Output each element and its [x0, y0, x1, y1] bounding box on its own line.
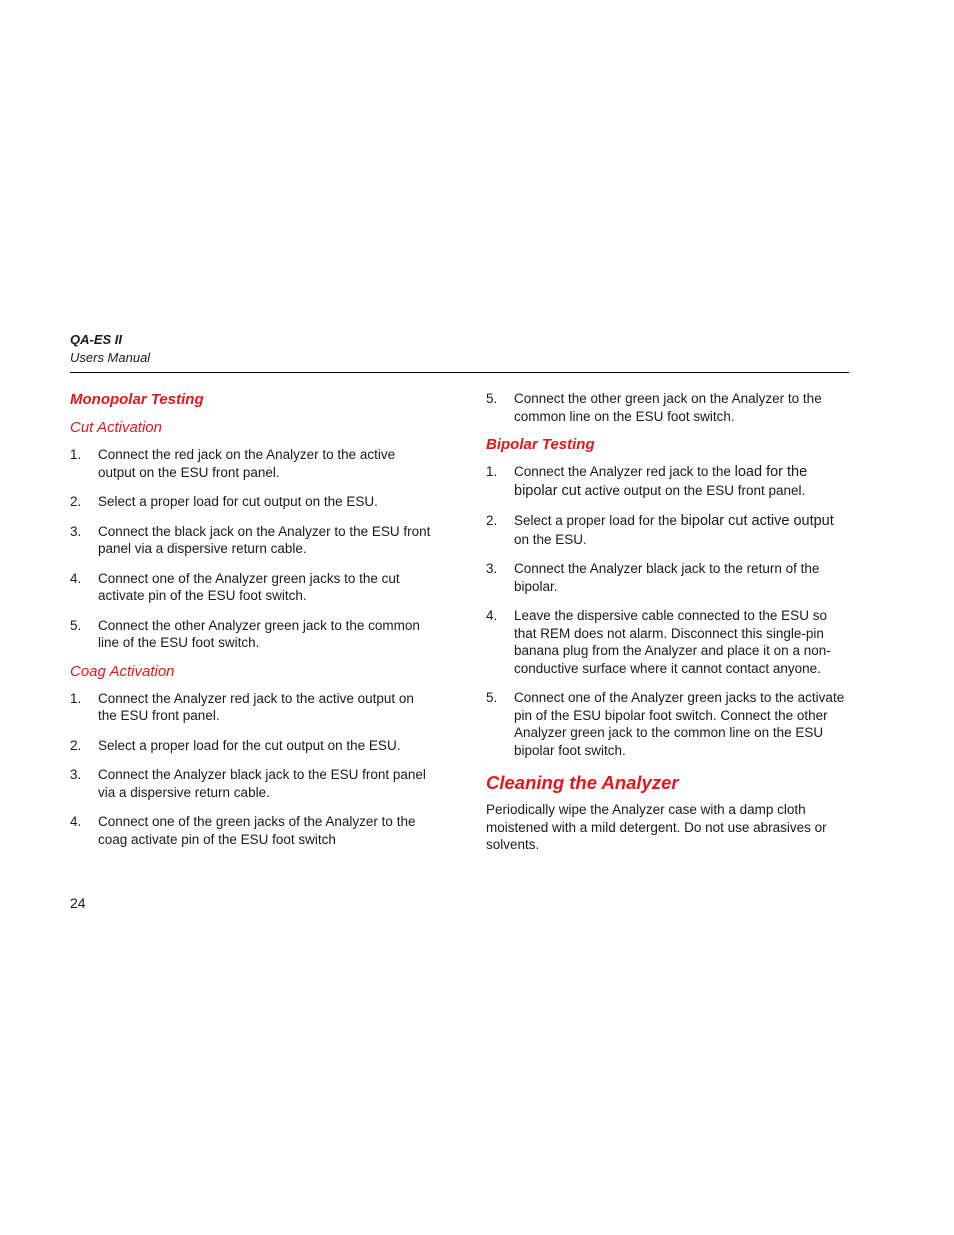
step-number: 1.: [70, 690, 82, 706]
coag-activation-heading: Coag Activation: [70, 662, 175, 680]
cleaning-the-analyzer-heading: Cleaning the Analyzer: [486, 772, 679, 793]
step-text: Connect the Analyzer red jack to the: [514, 464, 735, 479]
list-item: [70, 570, 432, 605]
list-item: [70, 737, 432, 755]
step-number: 3.: [70, 523, 82, 539]
step-text: Connect one of the Analyzer green jacks to the activate pin of the ESU bipolar foot switch. Connect the other Analyzer green jack to the common line on the ESU bipolar foot switch.: [514, 690, 845, 758]
step-number: 4.: [70, 570, 82, 586]
step-text: Select a proper load for the cut output on the ESU.: [98, 737, 401, 753]
step-number: 5.: [486, 391, 498, 406]
step-number: 3.: [70, 767, 82, 782]
list-item: [486, 390, 848, 425]
document-title: QA-ES II: [70, 332, 123, 347]
step-emphasis: load for the bipolar cut: [514, 464, 808, 499]
step-text: Connect the Analyzer red jack to the active output on the ESU front panel.: [98, 690, 414, 723]
bipolar-testing-steps: [486, 463, 848, 759]
list-item: [486, 463, 848, 500]
list-item: [70, 446, 432, 481]
step-text: Connect the Analyzer black jack to the ESU front panel via a dispersive return cable.: [98, 767, 426, 800]
list-item: [70, 523, 432, 558]
page-number: 24: [70, 895, 86, 911]
coag-activation-steps: [70, 690, 432, 849]
step-number: 5.: [70, 617, 82, 633]
left-column: [70, 390, 432, 848]
step-number: 4.: [486, 608, 498, 623]
step-text: Connect the black jack on the Analyzer to the ESU front panel via a dispersive return cable.: [98, 523, 431, 556]
list-item: [70, 766, 432, 801]
step-number: 2.: [486, 513, 498, 528]
step-number: 5.: [486, 690, 498, 705]
step-text: Connect the other green jack on the Analyzer to the common line on the ESU foot switch.: [514, 391, 822, 424]
step-number: 2.: [70, 737, 82, 753]
step-number: 1.: [486, 464, 498, 479]
list-item: [70, 690, 432, 725]
header-rule: [70, 372, 849, 373]
running-header: [70, 331, 849, 367]
right-column: [486, 390, 848, 854]
step-number: 1.: [70, 447, 82, 462]
step-text: Select a proper load for cut output on the ESU.: [98, 494, 378, 509]
step-text: Select a proper load for the: [514, 513, 681, 528]
cleaning-paragraph: Periodically wipe the Analyzer case with a damp cloth moistened with a mild detergent. Do not use abrasives or solvents.: [486, 802, 827, 852]
step-text: active output on the ESU front panel.: [580, 482, 806, 498]
step-number: 2.: [70, 494, 82, 509]
step-text: Connect one of the green jacks of the Analyzer to the coag activate pin of the ESU foot switch: [98, 814, 416, 847]
step-number: 3.: [486, 561, 498, 576]
cut-activation-heading: Cut Activation: [70, 419, 162, 436]
bipolar-testing-heading: Bipolar Testing: [486, 436, 595, 453]
list-item: [70, 617, 432, 652]
list-item: [70, 493, 432, 511]
step-text: Connect the red jack on the Analyzer to the active output on the ESU front panel.: [98, 447, 396, 480]
list-item: [486, 560, 848, 595]
list-item: [486, 689, 848, 759]
step-number: 4.: [70, 814, 82, 829]
step-text: Connect the other Analyzer green jack to the common line of the ESU foot switch.: [98, 617, 420, 650]
coag-activation-steps-continued: [486, 390, 848, 425]
step-text: Leave the dispersive cable connected to the ESU so that REM does not alarm. Disconnect this single-pin banana plug from the Analyzer and place it on a non-conductive surface where it cannot contact anyone.: [514, 608, 831, 676]
step-text: Connect the Analyzer black jack to the return of the bipolar.: [514, 561, 820, 594]
cut-activation-steps: [70, 446, 432, 652]
monopolar-testing-heading: Monopolar Testing: [70, 391, 204, 408]
step-emphasis: bipolar cut active output: [680, 513, 834, 529]
list-item: [70, 813, 432, 848]
step-text: Connect one of the Analyzer green jacks to the cut activate pin of the ESU foot switch.: [98, 570, 400, 603]
list-item: [486, 607, 848, 677]
document-subtitle: Users Manual: [70, 350, 151, 365]
list-item: [486, 512, 848, 548]
step-text: on the ESU.: [514, 531, 587, 547]
